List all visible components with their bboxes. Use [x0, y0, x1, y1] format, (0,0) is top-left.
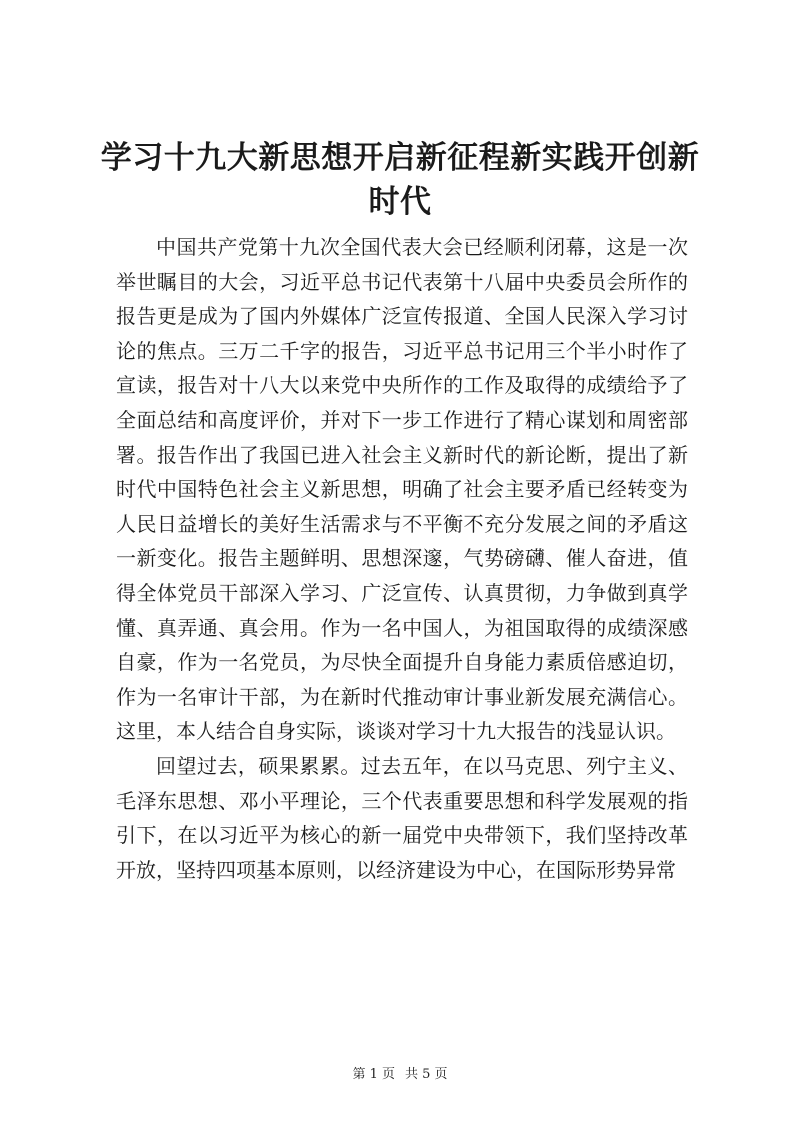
page-total: 共 5 页 [405, 1067, 448, 1082]
paragraph-1: 中国共产党第十九次全国代表大会已经顺利闭幕，这是一次举世瞩目的大会，习近平总书记代表第十八届中央委员会所作的报告更是成为了国内外媒体广泛宣传报道、全国人民深入学习讨论的焦点。三万二千字的报告，习近平总书记用三个半小时作了宣读，报告对十八大以来党中央所作的工作及取得的成绩给予了全面总结和高度评价，并对下一步工作进行了精心谋划和周密部署。报告作出了我国已进入社会主义新时代的新论断，提出了新时代中国特色社会主义新思想，明确了社会主要矛盾已经转变为人民日益增长的美好生活需求与不平衡不充分发展之间的矛盾这一新变化。报告主题鲜明、思想深邃，气势磅礴、催人奋进，值得全体党员干部深入学习、广泛宣传、认真贯彻，力争做到真学懂、真弄通、真会用。作为一名中国人，为祖国取得的成绩深感自豪，作为一名党员，为尽快全面提升自身能力素质倍感迫切，作为一名审计干部，为在新时代推动审计事业新发展充满信心。这里，本人结合自身实际，谈谈对学习十九大报告的浅显认识。 [116, 235, 688, 744]
page-number: 第 1 页 [352, 1067, 395, 1082]
document-body [116, 230, 688, 887]
paragraph-2: 回望过去，硕果累累。过去五年，在以马克思、列宁主义、毛泽东思想、邓小平理论，三个代表重要思想和科学发展观的指引下，在以习近平为核心的新一届党中央带领下，我们坚持改革开放，坚持四项基本原则，以经济建设为中心，在国际形势异常 [116, 753, 688, 882]
document-title: 学习十九大新思想开启新征程新实践开创新时代 [100, 140, 700, 220]
page-footer [0, 1066, 800, 1084]
